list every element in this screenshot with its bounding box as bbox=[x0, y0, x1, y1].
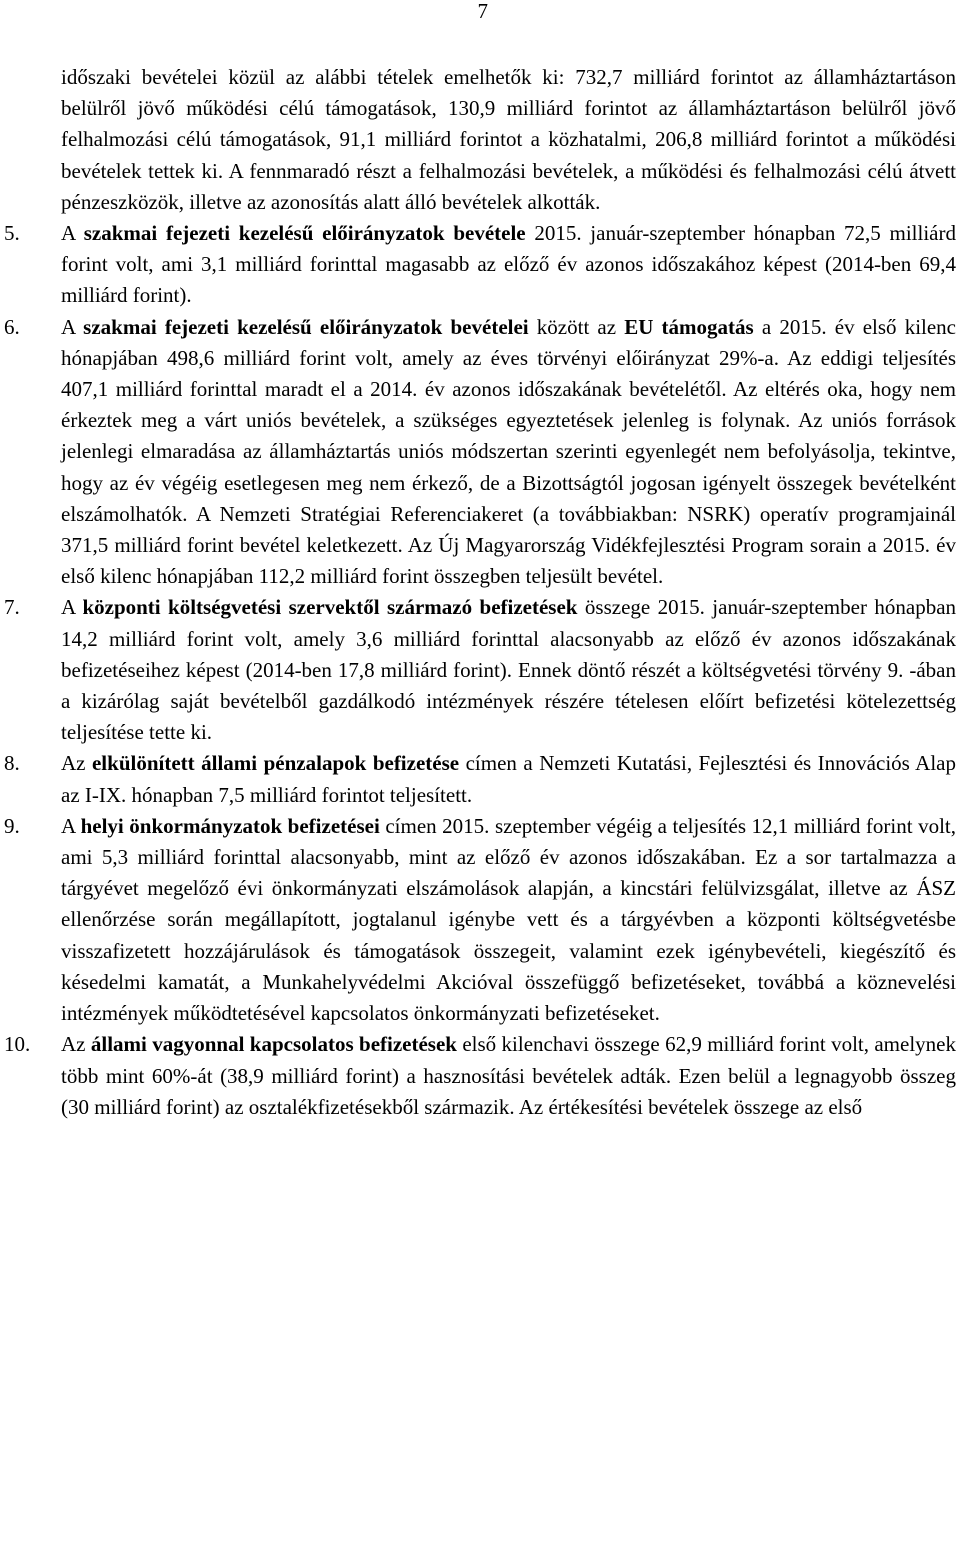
item-prefix: Az bbox=[61, 751, 92, 776]
item-text: 2015. január-szeptember hónapban 72,5 milliárd forint volt, ami 3,1 milliárd forinttal magasabb az előző év azonos időszakához képest (2014-ben 69,4 milliárd forint). bbox=[61, 221, 956, 308]
page-number: 7 bbox=[477, 0, 488, 23]
item-bold-term: helyi önkormányzatok befizetései bbox=[80, 813, 380, 838]
item-prefix: A bbox=[61, 595, 83, 620]
item-bold-term: szakmai fejezeti kezelésű előirányzatok bevétele bbox=[83, 221, 526, 246]
item-number: 7. bbox=[4, 595, 20, 620]
item-text: címen a Nemzeti Kutatási, Fejlesztési és Innovációs Alap az I-IX. hónapban 7,5 milliárd forintot teljesített. bbox=[61, 751, 956, 807]
item-bold-term: szakmai fejezeti kezelésű előirányzatok bevételei bbox=[83, 314, 529, 339]
item-prefix: Az bbox=[61, 1032, 91, 1057]
item-number: 5. bbox=[4, 221, 20, 246]
item-connector: között az bbox=[528, 314, 625, 339]
item-number: 10. bbox=[4, 1032, 31, 1057]
item-bold-term: központi költségvetési szervektől származó befizetések bbox=[82, 595, 578, 620]
item-number: 8. bbox=[4, 751, 20, 776]
list-item-5 bbox=[4, 218, 956, 312]
list-item-7 bbox=[4, 592, 957, 748]
list-item-6 bbox=[4, 312, 957, 593]
item-prefix: A bbox=[61, 813, 81, 838]
list-item-8 bbox=[4, 748, 956, 810]
item-number: 6. bbox=[4, 314, 20, 339]
list-item-10 bbox=[4, 1029, 956, 1123]
document-body bbox=[4, 62, 957, 1123]
item-bold-term: elkülönített állami pénzalapok befizetése bbox=[91, 751, 460, 776]
item-prefix: A bbox=[61, 221, 84, 246]
item-prefix: A bbox=[61, 314, 84, 339]
item-bold-term: állami vagyonnal kapcsolatos befizetések bbox=[90, 1032, 457, 1057]
list-item-9 bbox=[4, 811, 957, 1029]
intro-paragraph: időszaki bevételei közül az alábbi tételek emelhetők ki: 732,7 milliárd forintot az államháztartáson belülről jövő működési célú támogatások, 130,9 milliárd forintot az államháztartáson belülről jövő felhalmozási célú támogatások, 91,1 milliárd forintot a közhatalmi, 206,8 milliárd forintot a működési bevételek tettek ki. A fennmaradó részt a felhalmozási bevételek, a működési és felhalmozási célú átvett pénzeszközök, illetve az azonosítás alatt álló bevételek alkották. bbox=[61, 65, 956, 214]
item-text: a 2015. év első kilenc hónapjában 498,6 milliárd forint volt, amely az éves törvényi előirányzat 29%-a. Az eddigi teljesítés 407,1 milliárd forinttal maradt el a 2014. év azonos időszakának bevételétől. Az eltérés oka, hogy nem érkeztek meg a várt uniós bevételek, a szükséges egyeztetések jelenleg is folynak. Az uniós források jelenlegi elmaradása az államháztartás uniós módszertan szerinti egyenlegét nem befolyásolja, tekintve, hogy az év végéig esetlegesen meg nem érkező, de a Bizottságtól jogosan igényelt összegek bevételként elszámolhatók. A Nemzeti Stratégiai Referenciakeret (a továbbiakban: NSRK) operatív programjainál 371,5 milliárd forint bevétel keletkezett. Az Új Magyarország Vidékfejlesztési Program sorain a 2015. év első kilenc hónapjában 112,2 milliárd forint összegben teljesült bevétel. bbox=[61, 314, 957, 589]
item-text: címen 2015. szeptember végéig a teljesítés 12,1 milliárd forint volt, ami 5,3 milliárd forinttal alacsonyabb, mint az előző év azonos időszakában. Ez a sor tartalmazza a tárgyévet megelőző évi önkormányzati elszámolások alapján, a kincstári felülvizsgálat, illetve az ÁSZ ellenőrzése során megállapított, jogtalanul igénybe vett és a tárgyévben a központi költségvetésbe visszafizetett hozzájárulások és támogatások összegeit, valamint ezek igénybevételi, kiegészítő és késedelmi kamatát, a Munkahelyvédelmi Akcióval összefüggő befizetéseket, továbbá a köznevelési intézmények működtetésével kapcsolatos önkormányzati befizetéseket. bbox=[61, 813, 957, 1026]
item-text: első kilenchavi összege 62,9 milliárd forint volt, amelynek több mint 60%-át (38,9 milliárd forint) a hasznosítási bevételek adták. Ezen belül a legnagyobb összeg (30 milliárd forint) az osztalékfizetésekből származik. Az értékesítési bevételek összege az első bbox=[61, 1032, 956, 1119]
item-text: összege 2015. január-szeptember hónapban 14,2 milliárd forint volt, amely 3,6 milliárd forinttal alacsonyabb az előző év azonos időszakának befizetéseihez képest (2014-ben 17,8 milliárd forint). Ennek döntő részét a költségvetési törvény 9. -ában a kizárólag saját bevételből gazdálkodó intézmények részére tételesen előírt befizetési kötelezettség teljesítése tette ki. bbox=[61, 595, 957, 745]
item-number: 9. bbox=[4, 813, 20, 838]
item-bold-term-2: EU támogatás bbox=[624, 314, 754, 339]
